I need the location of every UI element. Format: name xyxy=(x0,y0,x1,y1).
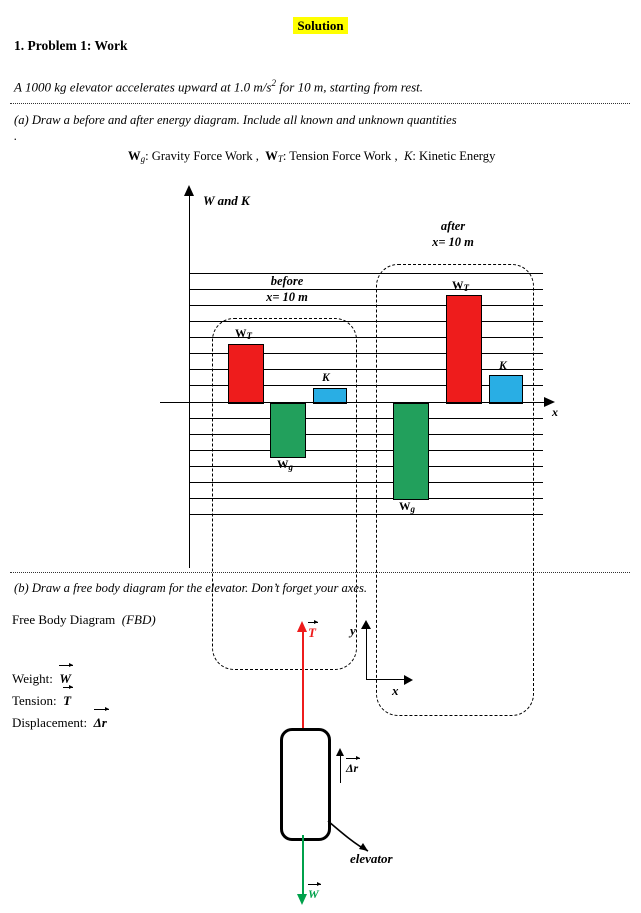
fbd-y-axis-label: y xyxy=(350,623,356,638)
fbd-title-text: Free Body Diagram xyxy=(12,612,116,627)
fbd-legend xyxy=(12,668,107,734)
bar-label-before-gravity-work: $W_g$ xyxy=(277,459,293,472)
displacement-arrow-shaft xyxy=(340,755,341,783)
elevator-body xyxy=(280,728,331,841)
legend-wt-subscript: T xyxy=(277,154,283,164)
fbd-x-axis-label: x xyxy=(392,683,399,698)
tension-arrow-shaft xyxy=(302,630,304,730)
x-axis-label: x xyxy=(552,405,558,419)
fbd-title xyxy=(12,612,156,628)
group-label-after-name: after xyxy=(440,219,466,233)
divider-middle xyxy=(10,572,630,573)
problem-statement-exponent: 2 xyxy=(271,78,276,88)
part-a-line2: . xyxy=(14,129,18,143)
page-title xyxy=(0,18,641,34)
part-b-prompt: (b) Draw a free body diagram for the elevator. Don’t forget your axes. xyxy=(14,581,368,595)
problem-statement-post: for 10 m, starting from rest. xyxy=(275,79,424,95)
bar-before-gravity-work xyxy=(270,403,306,458)
group-label-before-annotation: x= 10 m xyxy=(266,290,308,304)
legend-k-symbol: K xyxy=(403,149,413,163)
legend-k-text: : Kinetic Energy xyxy=(412,149,496,163)
weight-arrow-icon xyxy=(297,894,307,905)
y-axis xyxy=(189,193,190,568)
legend-wg-text: : Gravity Force Work , xyxy=(145,149,259,163)
bar-label-before-kinetic-energy: K xyxy=(322,372,330,384)
weight-arrow-shaft xyxy=(302,835,304,897)
legend-wt-symbol: W xyxy=(265,149,278,163)
problem-statement-pre: A 1000 kg elevator accelerates upward at 1.0 m/s xyxy=(14,79,272,95)
weight-vector-label: W xyxy=(308,887,319,901)
bar-label-before-tension-work: $W_T$ xyxy=(235,328,252,341)
group-label-before xyxy=(232,273,342,305)
fbd-legend-tension-symbol: T xyxy=(63,690,71,712)
y-axis-arrow-icon xyxy=(184,185,194,196)
divider-top xyxy=(10,103,630,104)
group-label-before-name: before xyxy=(270,274,304,288)
part-a-line1: (a) Draw a before and after energy diagram. Include all known and unknown quantities xyxy=(14,113,457,127)
fbd-legend-item-displacement xyxy=(12,712,107,734)
fbd-legend-item-weight xyxy=(12,668,107,690)
bar-label-after-gravity-work: $W_g$ xyxy=(399,501,415,514)
legend-wg-symbol: W xyxy=(128,149,141,163)
fbd-y-axis-arrow-icon xyxy=(361,620,371,629)
fbd-legend-tension-label: Tension: xyxy=(12,693,57,708)
energy-legend xyxy=(128,149,495,164)
y-axis-label: W and K xyxy=(203,193,250,208)
bar-label-after-kinetic-energy: K xyxy=(499,360,507,372)
displacement-arrow-icon xyxy=(336,748,344,756)
legend-wg-subscript: g xyxy=(140,154,146,164)
fbd-legend-weight-symbol: W xyxy=(59,668,71,690)
x-axis xyxy=(160,402,545,403)
legend-wt-text: : Tension Force Work , xyxy=(282,149,398,163)
energy-bar-chart xyxy=(0,185,641,570)
fbd-legend-weight-label: Weight: xyxy=(12,671,53,686)
fbd-x-axis-arrow-icon xyxy=(404,675,413,685)
problem-statement xyxy=(14,78,423,95)
tension-vector-label: T xyxy=(308,625,316,640)
fbd-legend-item-tension xyxy=(12,690,107,712)
bar-before-tension-work xyxy=(228,344,264,404)
fbd-y-axis xyxy=(366,628,367,680)
problem-heading: 1. Problem 1: Work xyxy=(14,38,128,53)
fbd-legend-displacement-symbol: Δr xyxy=(94,712,107,734)
solution-title-highlight: Solution xyxy=(293,17,347,34)
part-a-prompt xyxy=(14,112,457,144)
group-label-after xyxy=(398,218,508,250)
displacement-vector-label: Δr xyxy=(346,761,359,775)
fbd-x-axis xyxy=(366,679,406,680)
bar-after-tension-work xyxy=(446,295,482,404)
fbd-title-abbrev: (FBD) xyxy=(121,612,156,627)
group-label-after-annotation: x= 10 m xyxy=(432,235,474,249)
bar-after-kinetic-energy xyxy=(489,375,523,404)
bar-after-gravity-work xyxy=(393,403,429,500)
fbd-legend-displacement-label: Displacement: xyxy=(12,715,88,730)
free-body-diagram xyxy=(250,615,500,905)
bar-label-after-tension-work: $W_T$ xyxy=(452,280,469,293)
elevator-callout-label: elevator xyxy=(350,851,393,866)
